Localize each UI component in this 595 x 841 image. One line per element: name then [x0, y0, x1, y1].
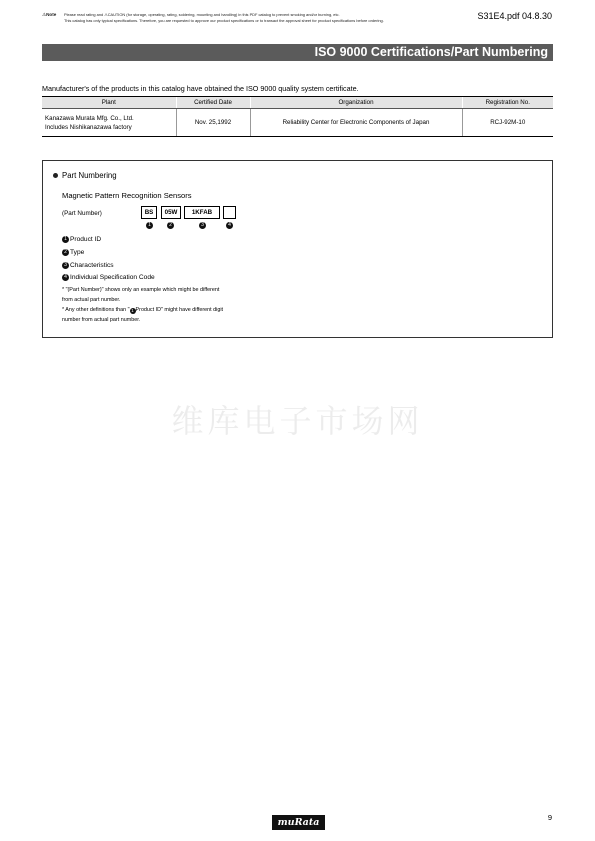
document-reference: S31E4.pdf 04.8.30 — [477, 11, 552, 21]
legend-text: Characteristics — [70, 262, 114, 269]
legend-text: Product ID — [70, 236, 102, 243]
note-label: ⚠Note — [42, 12, 57, 17]
plant-line1: Kanazawa Murata Mfg. Co., Ltd. — [45, 114, 134, 122]
part-number-label: (Part Number) — [62, 210, 102, 217]
marker-2-icon: 2 — [167, 222, 174, 229]
page-title: ISO 9000 Certifications/Part Numbering — [42, 44, 553, 61]
marker-4-icon: 4 — [226, 222, 233, 229]
legend-item-spec-code — [62, 274, 155, 281]
certification-table — [42, 96, 553, 137]
cell-plant — [42, 109, 176, 137]
legend-text: Individual Specification Code — [70, 274, 155, 281]
plant-line2: Includes Nishikanazawa factory — [45, 123, 132, 131]
murata-logo: muRata — [272, 815, 325, 830]
part-numbering-heading — [53, 171, 117, 180]
intro-text: Manufacturer's of the products in this catalog have obtained the ISO 9000 quality system certificate. — [42, 84, 359, 93]
legend-text: Type — [70, 249, 85, 256]
legend-item-characteristics — [62, 262, 114, 269]
bullet-icon — [53, 173, 58, 178]
cell-certified-date: Nov. 25,1992 — [176, 109, 250, 137]
part-numbering-heading-text: Part Numbering — [62, 171, 117, 180]
table-row — [42, 109, 553, 137]
header-plant: Plant — [42, 97, 176, 109]
number-4-icon: 4 — [62, 274, 69, 281]
page-number: 9 — [547, 813, 552, 822]
number-2-icon: 2 — [62, 249, 69, 256]
part-box-spec-code — [223, 206, 236, 219]
product-category: Magnetic Pattern Recognition Sensors — [62, 191, 192, 200]
note-text-line2: This catalog has only typical specifications. Therefore, you are requested to approve our product specifications or to transact the approval sheet for product specifications before ordering. — [64, 18, 384, 23]
number-1-icon: 1 — [62, 236, 69, 243]
header-certified-date: Certified Date — [176, 97, 250, 109]
footnote-2-line1 — [62, 307, 223, 314]
footnote-2-line2: number from actual part number. — [62, 317, 141, 323]
legend-item-product-id — [62, 236, 101, 243]
part-box-characteristics: 1KFAB — [184, 206, 220, 219]
note-text-line1: Please read rating and ⚠CAUTION (for storage, operating, rating, soldering, mounting and handling) in this PDF catalog to prevent smoking and/or burning, etc. — [64, 12, 340, 17]
table-header-row — [42, 97, 553, 109]
number-3-icon: 3 — [62, 262, 69, 269]
footnote-2-suffix: Product ID" might have different digit — [135, 307, 224, 313]
cell-registration-no: RCJ-92M-10 — [462, 109, 553, 137]
part-box-product-id: BS — [141, 206, 157, 219]
legend-item-type — [62, 249, 84, 256]
header-registration-no: Registration No. — [462, 97, 553, 109]
watermark: 维库电子市场网 — [171, 402, 424, 440]
header-organization: Organization — [250, 97, 462, 109]
footnote-1-line2: from actual part number. — [62, 297, 121, 303]
marker-1-icon: 1 — [146, 222, 153, 229]
part-box-type: 05W — [161, 206, 181, 219]
number-1-icon: 1 — [131, 307, 134, 313]
footnote-1-line1: * "(Part Number)" shows only an example which might be different — [62, 287, 220, 293]
marker-3-icon: 3 — [199, 222, 206, 229]
cell-organization: Reliability Center for Electronic Components of Japan — [250, 109, 462, 137]
footnote-2-prefix: * Any other definitions than " — [62, 307, 130, 313]
